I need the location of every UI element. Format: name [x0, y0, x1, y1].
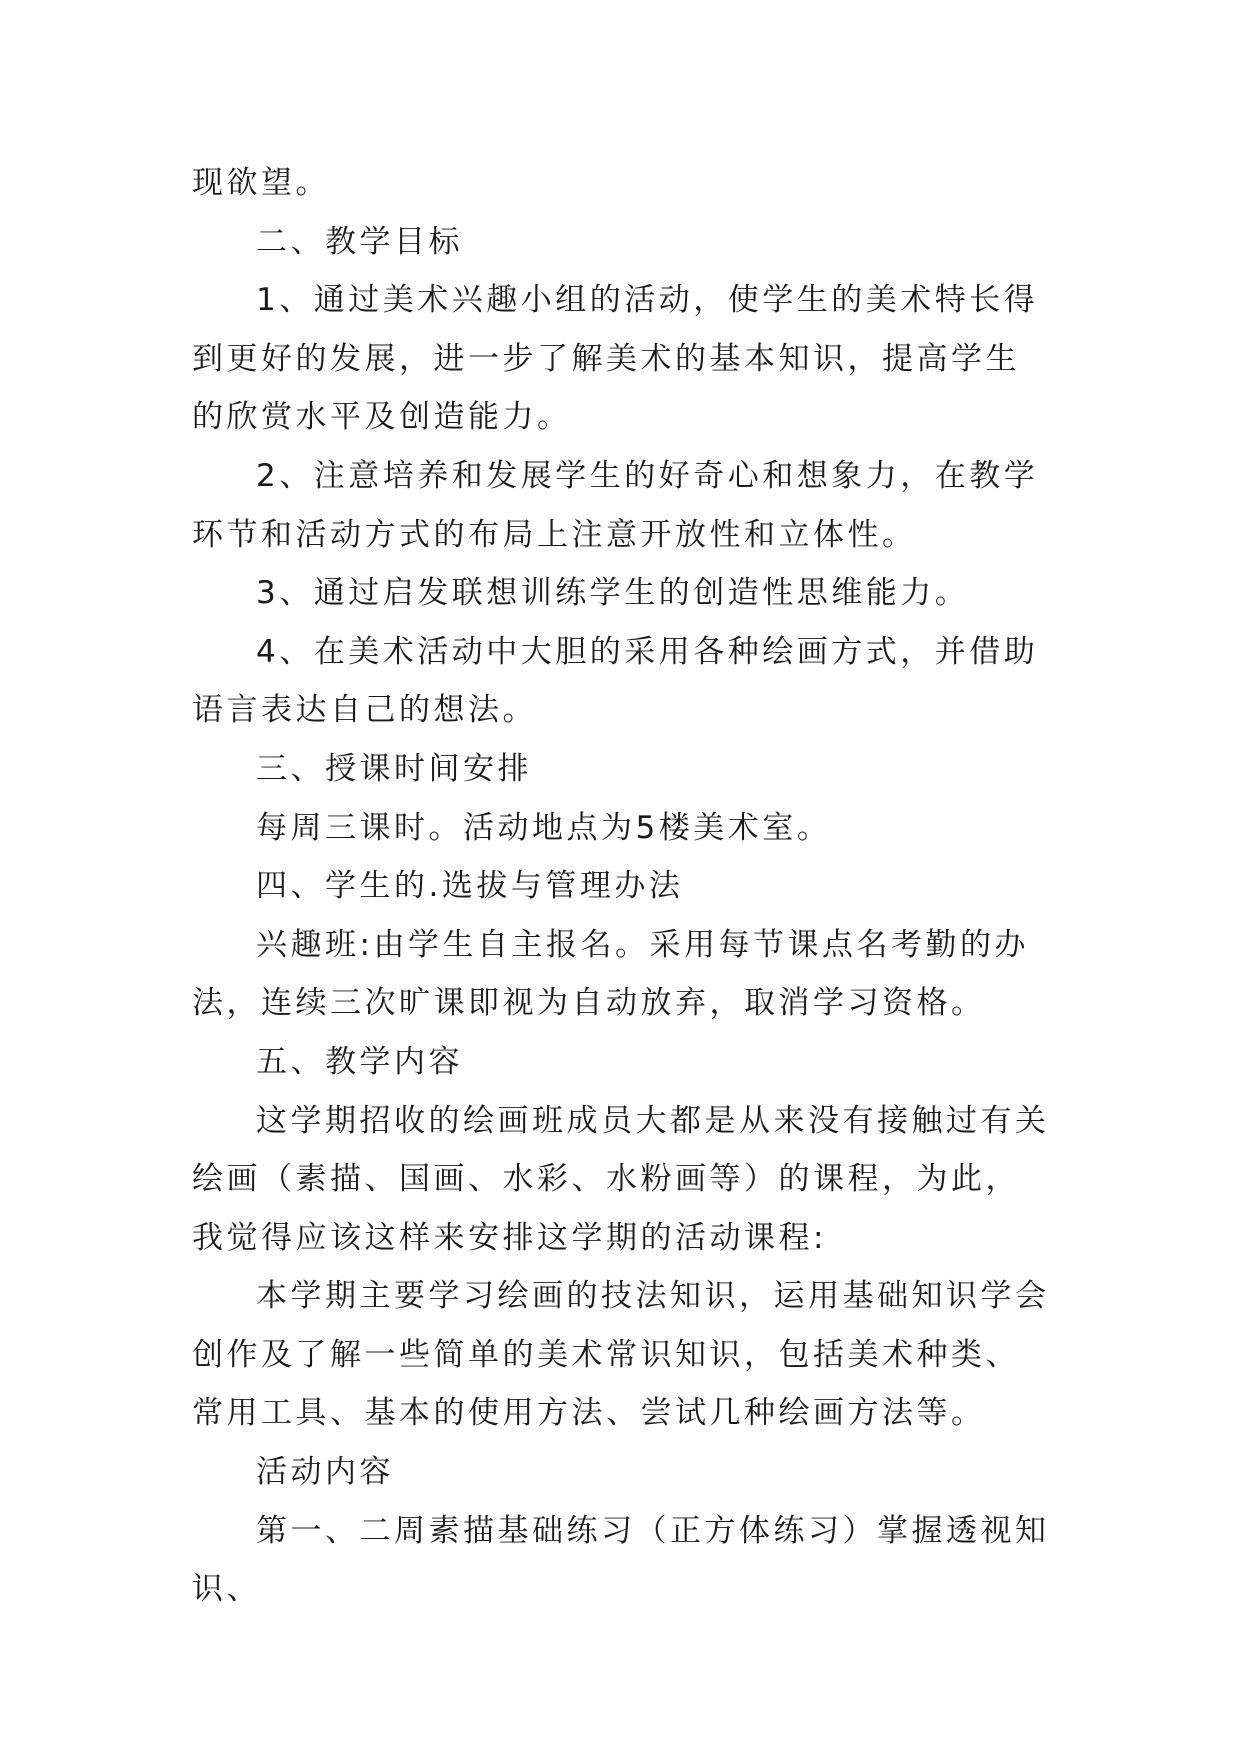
section-heading-schedule: 三、授课时间安排: [256, 750, 532, 787]
activity-paragraph-week-1-2: 第一、二周素描基础练习（正方体练习）掌握透视知识、: [192, 1512, 1050, 1608]
schedule-paragraph: 每周三课时。活动地点为5楼美术室。: [256, 809, 832, 846]
goal-item-4: 4、在美术活动中大胆的采用各种绘画方式，并借助语言表达自己的想法。: [192, 633, 1039, 729]
goal-item-3: 3、通过启发联想训练学生的创造性思维能力。: [256, 575, 970, 612]
goal-item-2: 2、注意培养和发展学生的好奇心和想象力，在教学环节和活动方式的布局上注意开放性和立体性。: [192, 457, 1039, 553]
subheading-activity-content: 活动内容: [256, 1454, 394, 1491]
content-paragraph-2: 本学期主要学习绘画的技法知识，运用基础知识学会创作及了解一些简单的美术常识知识，包括美术种类、常用工具、基本的使用方法、尝试几种绘画方法等。: [192, 1278, 1050, 1432]
section-heading-teaching-goals: 二、教学目标: [256, 223, 463, 260]
goal-item-1: 1、通过美术兴趣小组的活动，使学生的美术特长得到更好的发展，进一步了解美术的基本知识，提高学生的欣赏水平及创造能力。: [192, 282, 1039, 436]
selection-paragraph: 兴趣班:由学生自主报名。采用每节课点名考勤的办法，连续三次旷课即视为自动放弃，取消学习资格。: [192, 926, 1029, 1022]
section-heading-content: 五、教学内容: [256, 1043, 463, 1080]
paragraph-continuation: 现欲望。: [192, 165, 330, 201]
document-body: [192, 154, 1052, 1619]
content-paragraph-1: 这学期招收的绘画班成员大都是从来没有接触过有关绘画（素描、国画、水彩、水粉画等）的课程，为此，我觉得应该这样来安排这学期的活动课程:: [192, 1102, 1050, 1256]
section-heading-selection: 四、学生的.选拔与管理办法: [256, 868, 684, 905]
